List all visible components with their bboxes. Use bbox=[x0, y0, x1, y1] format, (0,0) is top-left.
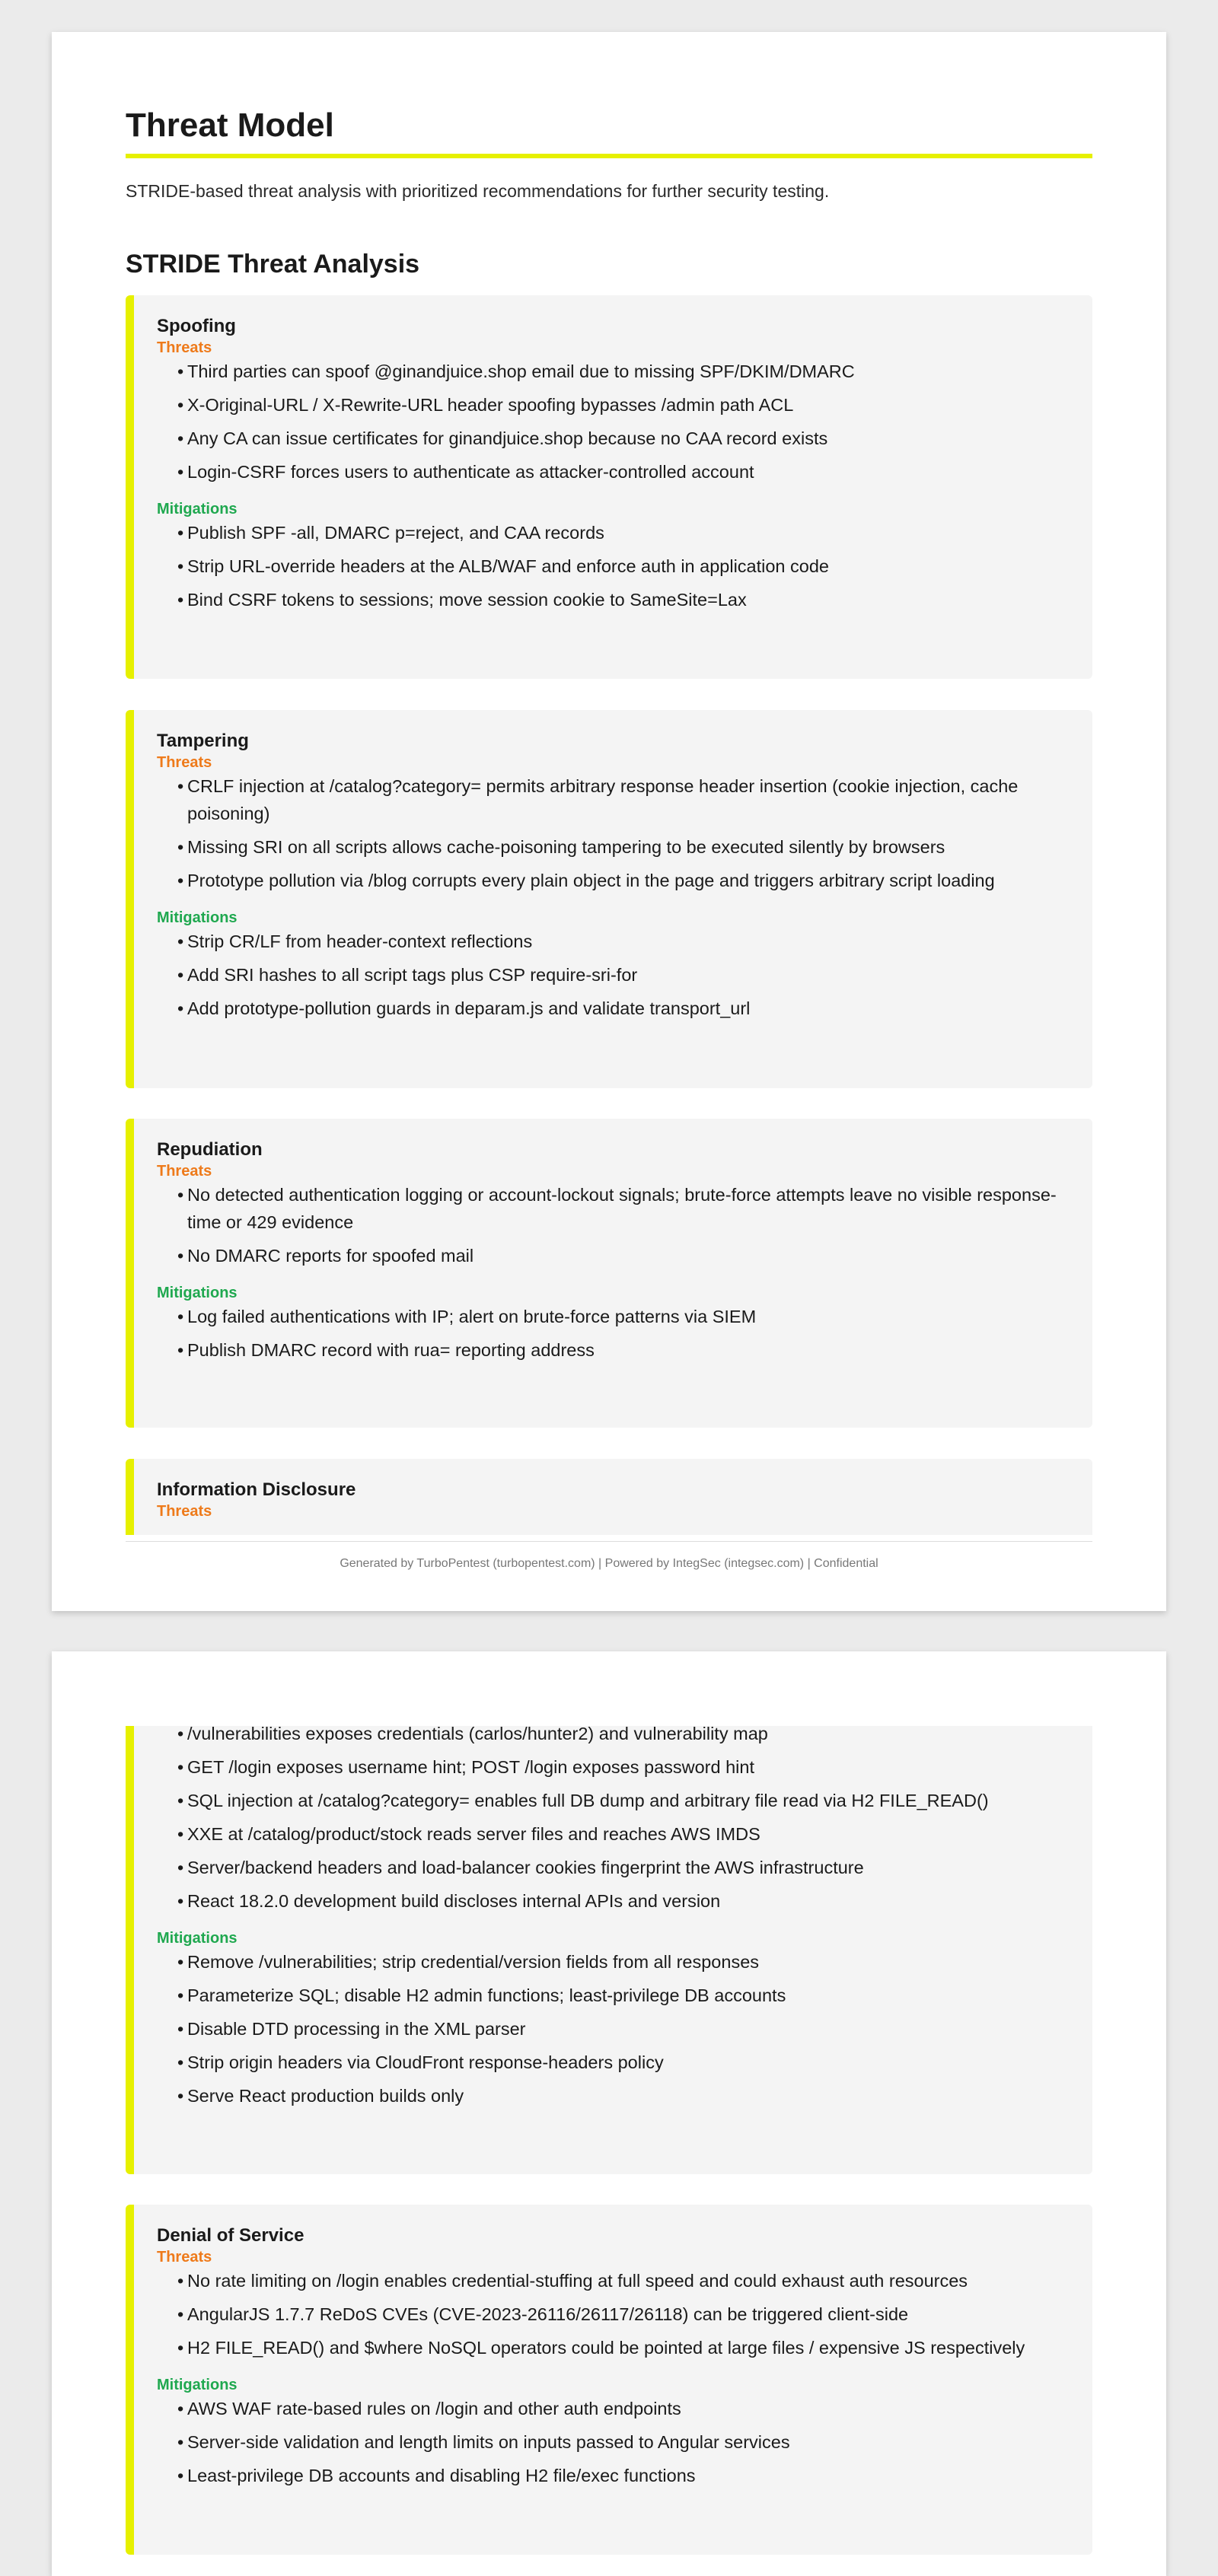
list-item: • Bind CSRF tokens to sessions; move session cookie to SameSite=Lax bbox=[187, 586, 1071, 613]
list-item: • Add SRI hashes to all script tags plus CSP require-sri-for bbox=[187, 961, 1071, 989]
list-item: • Strip origin headers via CloudFront response-headers policy bbox=[187, 2049, 1071, 2076]
threats-label: Threats bbox=[157, 2249, 212, 2266]
mitigations-label: Mitigations bbox=[157, 2377, 238, 2393]
list-item: • Third parties can spoof @ginandjuice.shop email due to missing SPF/DKIM/DMARC bbox=[187, 358, 1071, 385]
intro-text: STRIDE-based threat analysis with prioritized recommendations for further security testing. bbox=[126, 181, 830, 201]
title-underline bbox=[126, 154, 1092, 158]
list-item: • AWS WAF rate-based rules on /login and other auth endpoints bbox=[187, 2395, 1071, 2422]
list-item: • Add prototype-pollution guards in deparam.js and validate transport_url bbox=[187, 995, 1071, 1022]
threats-label: Threats bbox=[157, 754, 212, 771]
list-item: • No DMARC reports for spoofed mail bbox=[187, 1242, 1071, 1269]
mitigations-label: Mitigations bbox=[157, 1930, 238, 1947]
list-item: • Publish DMARC record with rua= reporting address bbox=[187, 1336, 1071, 1364]
list-item: • Serve React production builds only bbox=[187, 2082, 1071, 2110]
threats-label: Threats bbox=[157, 1503, 212, 1520]
card-title: Denial of Service bbox=[157, 2225, 304, 2246]
mitigations-label: Mitigations bbox=[157, 909, 238, 926]
page-footer: Generated by TurboPentest (turbopentest.com) | Powered by IntegSec (integsec.com) | Confidential bbox=[340, 1557, 878, 1570]
list-item: • AngularJS 1.7.7 ReDoS CVEs (CVE-2023-26116/26117/26118) can be triggered client-side bbox=[187, 2301, 1071, 2328]
threats-list bbox=[157, 1181, 1071, 1269]
list-item: • Any CA can issue certificates for ginandjuice.shop because no CAA record exists bbox=[187, 425, 1071, 452]
page-content bbox=[126, 32, 1092, 1611]
stride-card-repudiation bbox=[126, 1119, 1092, 1428]
list-item: • Server-side validation and length limits on inputs passed to Angular services bbox=[187, 2428, 1071, 2456]
list-item: • Remove /vulnerabilities; strip credential/version fields from all responses bbox=[187, 1948, 1071, 1976]
stride-card-information-disclosure-continued bbox=[126, 1726, 1092, 2174]
list-item: • /vulnerabilities exposes credentials (carlos/hunter2) and vulnerability map bbox=[187, 1726, 1071, 1747]
section-title: STRIDE Threat Analysis bbox=[126, 250, 420, 279]
list-item: • GET /login exposes username hint; POST /login exposes password hint bbox=[187, 1753, 1071, 1781]
list-item: • Parameterize SQL; disable H2 admin functions; least-privilege DB accounts bbox=[187, 1982, 1071, 2009]
document-page-1 bbox=[52, 32, 1166, 1611]
list-item: • CRLF injection at /catalog?category= permits arbitrary response header insertion (cookie injection, cache poisoning) bbox=[187, 772, 1071, 827]
list-item: • React 18.2.0 development build discloses internal APIs and version bbox=[187, 1887, 1071, 1915]
list-item: • SQL injection at /catalog?category= enables full DB dump and arbitrary file read via H2 FILE_READ() bbox=[187, 1787, 1071, 1814]
threats-list bbox=[157, 2267, 1071, 2361]
threats-list bbox=[157, 358, 1071, 486]
list-item: • H2 FILE_READ() and $where NoSQL operators could be pointed at large files / expensive JS respectively bbox=[187, 2334, 1071, 2361]
list-item: • X-Original-URL / X-Rewrite-URL header spoofing bypasses /admin path ACL bbox=[187, 391, 1071, 419]
footer-divider bbox=[126, 1541, 1092, 1542]
list-item: • Log failed authentications with IP; alert on brute-force patterns via SIEM bbox=[187, 1303, 1071, 1330]
threats-list bbox=[157, 772, 1071, 894]
list-item: • Missing SRI on all scripts allows cache-poisoning tampering to be executed silently by browsers bbox=[187, 833, 1071, 861]
list-item: • Publish SPF -all, DMARC p=reject, and CAA records bbox=[187, 519, 1071, 546]
stride-card-tampering bbox=[126, 710, 1092, 1088]
mitigations-list bbox=[157, 928, 1071, 1022]
card-title: Tampering bbox=[157, 731, 249, 751]
list-item: • Strip CR/LF from header-context reflections bbox=[187, 928, 1071, 955]
list-item: • No rate limiting on /login enables credential-stuffing at full speed and could exhaust auth resources bbox=[187, 2267, 1071, 2294]
stride-card-spoofing bbox=[126, 295, 1092, 679]
mitigations-label: Mitigations bbox=[157, 501, 238, 517]
list-item: • Prototype pollution via /blog corrupts every plain object in the page and triggers arbitrary script loading bbox=[187, 867, 1071, 894]
mitigations-list bbox=[157, 1303, 1071, 1364]
mitigations-list bbox=[157, 519, 1071, 613]
card-title: Information Disclosure bbox=[157, 1479, 356, 1500]
stride-card-information-disclosure bbox=[126, 1459, 1092, 1535]
list-item: • No detected authentication logging or account-lockout signals; brute-force attempts leave no visible response-time or 429 evidence bbox=[187, 1181, 1071, 1236]
page-content bbox=[126, 1651, 1092, 2576]
list-item: • Strip URL-override headers at the ALB/WAF and enforce auth in application code bbox=[187, 552, 1071, 580]
threats-list bbox=[157, 1726, 1071, 1915]
card-title: Spoofing bbox=[157, 316, 236, 336]
threats-label: Threats bbox=[157, 1163, 212, 1180]
threats-label: Threats bbox=[157, 339, 212, 356]
list-item: • Server/backend headers and load-balancer cookies fingerprint the AWS infrastructure bbox=[187, 1854, 1071, 1881]
mitigations-list bbox=[157, 1948, 1071, 2110]
page-title: Threat Model bbox=[126, 107, 334, 144]
list-item: • Disable DTD processing in the XML parser bbox=[187, 2015, 1071, 2043]
mitigations-list bbox=[157, 2395, 1071, 2489]
mitigations-label: Mitigations bbox=[157, 1285, 238, 1301]
list-item: • XXE at /catalog/product/stock reads server files and reaches AWS IMDS bbox=[187, 1820, 1071, 1848]
list-item: • Login-CSRF forces users to authenticate as attacker-controlled account bbox=[187, 458, 1071, 486]
document-page-2 bbox=[52, 1651, 1166, 2576]
card-title: Repudiation bbox=[157, 1139, 263, 1160]
stride-card-denial-of-service bbox=[126, 2205, 1092, 2555]
list-item: • Least-privilege DB accounts and disabling H2 file/exec functions bbox=[187, 2462, 1071, 2489]
